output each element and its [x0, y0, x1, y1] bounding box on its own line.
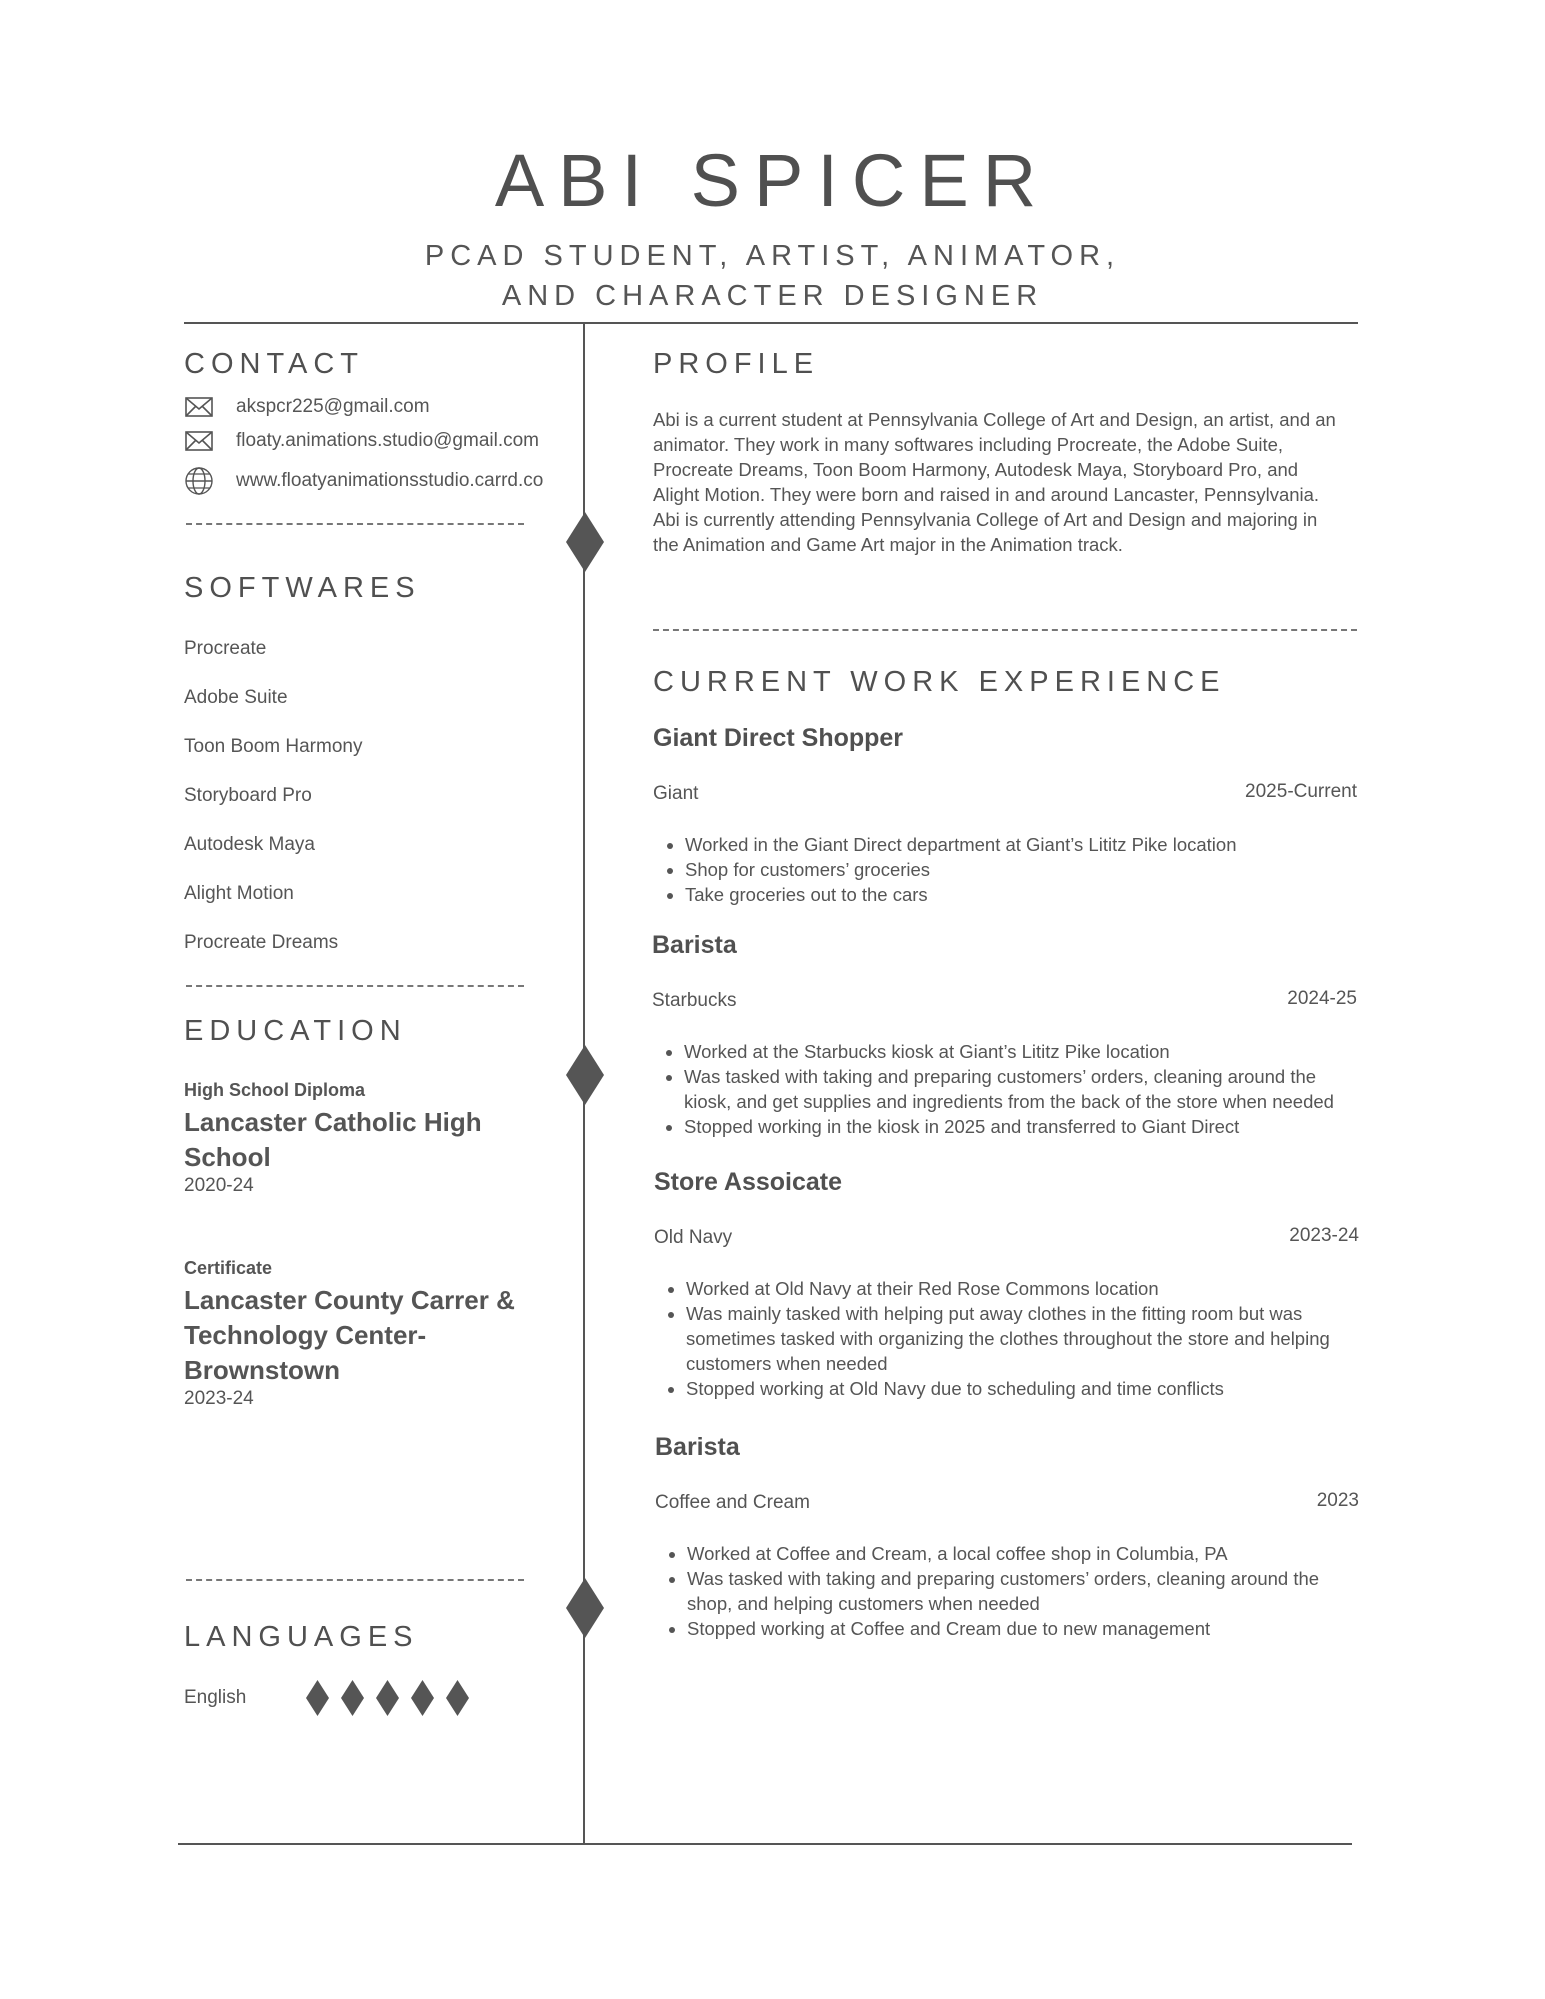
globe-icon [184, 466, 214, 496]
language-name: English [184, 1687, 247, 1708]
job-bullet: • Stopped working in the kiosk in 2025 and transferred to Giant Direct [684, 1114, 1404, 1139]
rating-diamond-icon [306, 1680, 329, 1716]
experience-heading: CURRENT WORK EXPERIENCE [653, 666, 1226, 698]
bottom-divider [178, 1843, 1352, 1845]
education-type: Certificate [184, 1258, 273, 1278]
profile-line: the Animation and Game Art major in the Animation track. [653, 534, 1123, 555]
job-company: Old Navy [654, 1227, 733, 1248]
software-item: Procreate [184, 638, 267, 659]
job-bullet: • Stopped working at Coffee and Cream due to new management [687, 1616, 1407, 1641]
software-item: Adobe Suite [184, 687, 288, 708]
education-years: 2020-24 [184, 1175, 254, 1196]
contact-dashed-divider [186, 523, 524, 525]
job-bullet: • Worked in the Giant Direct department at Giant’s Lititz Pike location [685, 832, 1385, 857]
job-bullet: • Shop for customers’ groceries [685, 857, 1385, 882]
software-item: Procreate Dreams [184, 932, 339, 953]
job-bullet: • Worked at Coffee and Cream, a local coffee shop in Columbia, PA [687, 1541, 1407, 1566]
job-dates: 2023 [1316, 1490, 1359, 1511]
softwares-dashed-divider [186, 985, 524, 987]
contact-website[interactable] [184, 466, 543, 496]
profile-line: Abi is currently attending Pennsylvania College of Art and Design and majoring in [653, 509, 1318, 530]
rating-diamond-icon [411, 1680, 434, 1716]
education-school-line: Brownstown [184, 1355, 340, 1385]
job-company: Starbucks [652, 990, 737, 1011]
subtitle-line-1: PCAD STUDENT, ARTIST, ANIMATOR, [424, 240, 1121, 272]
education-heading: EDUCATION [184, 1015, 407, 1047]
contact-email-text: akspcr225@gmail.com [236, 396, 430, 417]
job-company: Coffee and Cream [655, 1492, 810, 1513]
profile-dashed-divider [653, 629, 1357, 631]
education-entry [184, 1080, 564, 1197]
envelope-icon [184, 392, 214, 422]
software-item: Alight Motion [184, 883, 294, 904]
education-entry [184, 1258, 564, 1410]
contact-email-text: floaty.animations.studio@gmail.com [236, 430, 540, 451]
softwares-heading: SOFTWARES [184, 572, 421, 604]
job-bullet: • Was mainly tasked with helping put away clothes in the fitting room but was sometimes tasked with organizing the clothes throughout the store and helping customers when needed [686, 1301, 1406, 1376]
job-title: Store Assoicate [654, 1168, 843, 1196]
education-years: 2023-24 [184, 1388, 254, 1409]
profile-text [653, 407, 1373, 557]
job-company: Giant [653, 783, 699, 804]
job-bullets [655, 1541, 1407, 1641]
job-bullets [653, 832, 1385, 907]
job-bullets [654, 1276, 1406, 1401]
education-dashed-divider [186, 1579, 524, 1581]
top-divider [184, 322, 1358, 324]
education-school-line: School [184, 1142, 271, 1172]
software-item: Autodesk Maya [184, 834, 315, 855]
rating-diamond-icon [376, 1680, 399, 1716]
job-dates: 2024-25 [1287, 988, 1357, 1009]
education-school [184, 1105, 564, 1175]
job-title: Barista [655, 1433, 740, 1461]
job-bullet: • Worked at the Starbucks kiosk at Giant’s Lititz Pike location [684, 1039, 1404, 1064]
divider-diamond-icon [566, 1045, 604, 1105]
education-school [184, 1283, 564, 1388]
divider-diamond-icon [566, 512, 604, 572]
divider-diamond-icon [566, 1578, 604, 1638]
job-dates: 2023-24 [1289, 1225, 1359, 1246]
profile-line: Abi is a current student at Pennsylvania College of Art and Design, an artist, and an [653, 409, 1336, 430]
resume-subtitle [0, 236, 1545, 316]
language-rating [306, 1680, 469, 1716]
education-school-line: Lancaster Catholic High [184, 1107, 482, 1137]
software-item: Toon Boom Harmony [184, 736, 363, 757]
resume-name: ABI SPICER [494, 139, 1051, 222]
job-bullet: • Was tasked with taking and preparing customers’ orders, cleaning around the shop, and helping customers when needed [687, 1566, 1407, 1616]
contact-heading: CONTACT [184, 348, 365, 380]
profile-line: Procreate Dreams, Toon Boom Harmony, Autodesk Maya, Storyboard Pro, and [653, 459, 1299, 480]
subtitle-line-2: AND CHARACTER DESIGNER [501, 280, 1044, 312]
profile-line: animator. They work in many softwares including Procreate, the Adobe Suite, [653, 434, 1284, 455]
job-bullet: • Stopped working at Old Navy due to scheduling and time conflicts [686, 1376, 1406, 1401]
job-title: Barista [652, 931, 737, 959]
job-bullet: • Worked at Old Navy at their Red Rose Commons location [686, 1276, 1406, 1301]
job-bullet: • Take groceries out to the cars [685, 882, 1385, 907]
job-dates: 2025-Current [1245, 781, 1357, 802]
education-school-line: Lancaster County Carrer & [184, 1285, 515, 1315]
contact-website-text: www.floatyanimationsstudio.carrd.co [236, 470, 544, 491]
profile-line: Alight Motion. They were born and raised in and around Lancaster, Pennsylvania. [653, 484, 1320, 505]
contact-email-1[interactable] [184, 392, 430, 422]
rating-diamond-icon [446, 1680, 469, 1716]
job-bullets [652, 1039, 1404, 1139]
profile-heading: PROFILE [653, 348, 820, 380]
envelope-icon [184, 426, 214, 456]
contact-email-2[interactable] [184, 426, 539, 456]
languages-heading: LANGUAGES [184, 1621, 419, 1653]
education-type: High School Diploma [184, 1080, 366, 1100]
software-item: Storyboard Pro [184, 785, 312, 806]
rating-diamond-icon [341, 1680, 364, 1716]
job-bullet: • Was tasked with taking and preparing customers’ orders, cleaning around the kiosk, and get supplies and ingredients from the back of the store when needed [684, 1064, 1404, 1114]
job-title: Giant Direct Shopper [653, 724, 904, 752]
education-school-line: Technology Center- [184, 1320, 427, 1350]
